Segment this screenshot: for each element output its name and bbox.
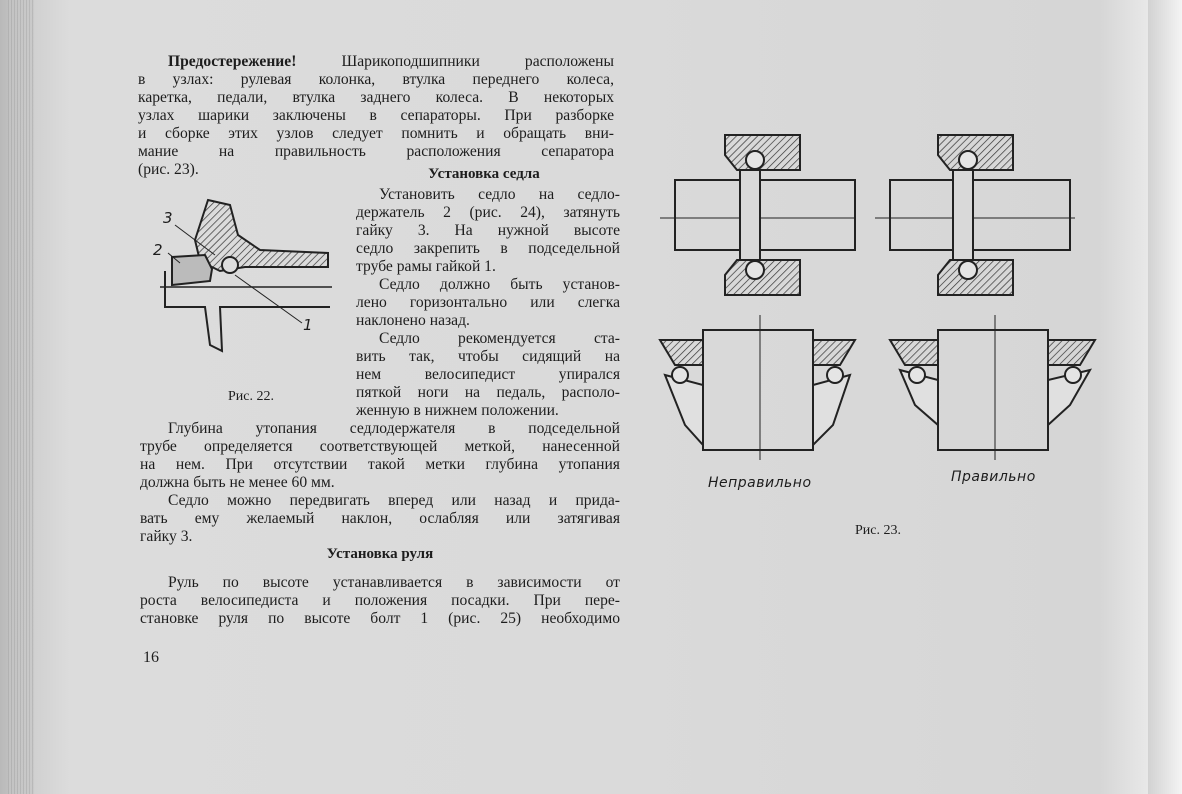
saddle-line: лено горизонтально или слегка bbox=[356, 294, 620, 311]
saddle-line: пяткой ноги на педаль, располо- bbox=[356, 384, 620, 401]
fig22-label-2: 2 bbox=[153, 241, 163, 259]
saddle-line: гайку 3. На нужной высоте bbox=[356, 222, 620, 239]
fig23-right-label: Правильно bbox=[951, 469, 1036, 485]
fig23-wrong-bottom bbox=[660, 315, 855, 460]
saddle-line: трубе рамы гайкой 1. bbox=[356, 258, 496, 275]
fig22-frame-body bbox=[195, 200, 328, 271]
handlebar-line: Руль по высоте устанавливается в зависимости от bbox=[168, 574, 620, 591]
warning-line: мание на правильность расположения сепаратора bbox=[138, 143, 614, 160]
saddle-line: вить так, чтобы сидящий на bbox=[356, 348, 620, 365]
fig23-caption: Рис. 23. bbox=[855, 523, 901, 538]
saddle-line: женную в нижнем положении. bbox=[356, 402, 559, 419]
warning-line: узлах шарики заключены в сепараторы. При разборке bbox=[138, 107, 614, 124]
page-stack-edge bbox=[8, 0, 34, 794]
saddle-heading: Установка седла bbox=[428, 166, 540, 182]
fig22-ball-icon bbox=[222, 257, 238, 273]
handlebar-heading: Установка руля bbox=[326, 546, 434, 562]
fig22-nut bbox=[172, 255, 212, 285]
fig23-wrong-top bbox=[660, 135, 855, 295]
fig22-leader-1 bbox=[235, 275, 302, 323]
fig22-drawing bbox=[150, 195, 340, 365]
warning-line: в узлах: рулевая колонка, втулка переднего колеса, bbox=[138, 71, 614, 88]
warning-line: каретка, педали, втулка заднего колеса. В некоторых bbox=[138, 89, 614, 106]
fig22-label-1: 1 bbox=[303, 316, 313, 334]
warning-line: (рис. 23). bbox=[138, 161, 199, 178]
saddle-line: нем велосипедист упирался bbox=[356, 366, 620, 383]
saddle-line: наклонено назад. bbox=[356, 312, 470, 329]
fig23-right-bottom bbox=[890, 315, 1095, 460]
saddle-line: Седло рекомендуется ста- bbox=[379, 330, 620, 347]
tilt-line: вать ему желаемый наклон, ослабляя или затягивая bbox=[140, 510, 620, 527]
page-right-edge bbox=[1148, 0, 1182, 794]
saddle-line: Установить седло на седло- bbox=[379, 186, 620, 203]
fig22-caption: Рис. 22. bbox=[228, 389, 274, 404]
saddle-line: Седло должно быть установ- bbox=[379, 276, 620, 293]
fig22-label-3: 3 bbox=[163, 209, 173, 227]
warning-label: Предостережение! bbox=[168, 53, 297, 70]
tilt-line: гайку 3. bbox=[140, 528, 193, 545]
depth-line: на нем. При отсутствии такой метки глубина утопания bbox=[140, 456, 620, 473]
saddle-line: седло закрепить в подседельной bbox=[356, 240, 620, 257]
depth-line: трубе определяется соответствующей меткой, нанесенной bbox=[140, 438, 620, 455]
saddle-line: держатель 2 (рис. 24), затянуть bbox=[356, 204, 620, 221]
warning-text: Шарикоподшипники расположены bbox=[341, 53, 614, 70]
tilt-line: Седло можно передвигать вперед или назад и прида- bbox=[168, 492, 620, 509]
depth-line: должна быть не менее 60 мм. bbox=[140, 474, 335, 491]
fig23-right-top bbox=[875, 135, 1075, 295]
warning-line-1 bbox=[138, 53, 614, 71]
handlebar-line: становке руля по высоте болт 1 (рис. 25) необходимо bbox=[140, 610, 620, 627]
page-number: 16 bbox=[143, 649, 159, 666]
handlebar-line: роста велосипедиста и положения посадки. При пере- bbox=[140, 592, 620, 609]
fig23-wrong-label: Неправильно bbox=[708, 475, 812, 491]
warning-line: и сборке этих узлов следует помнить и обращать вни- bbox=[138, 125, 614, 142]
fig23-drawing bbox=[655, 125, 1105, 465]
depth-line: Глубина утопания седлодержателя в подседельной bbox=[168, 420, 620, 437]
